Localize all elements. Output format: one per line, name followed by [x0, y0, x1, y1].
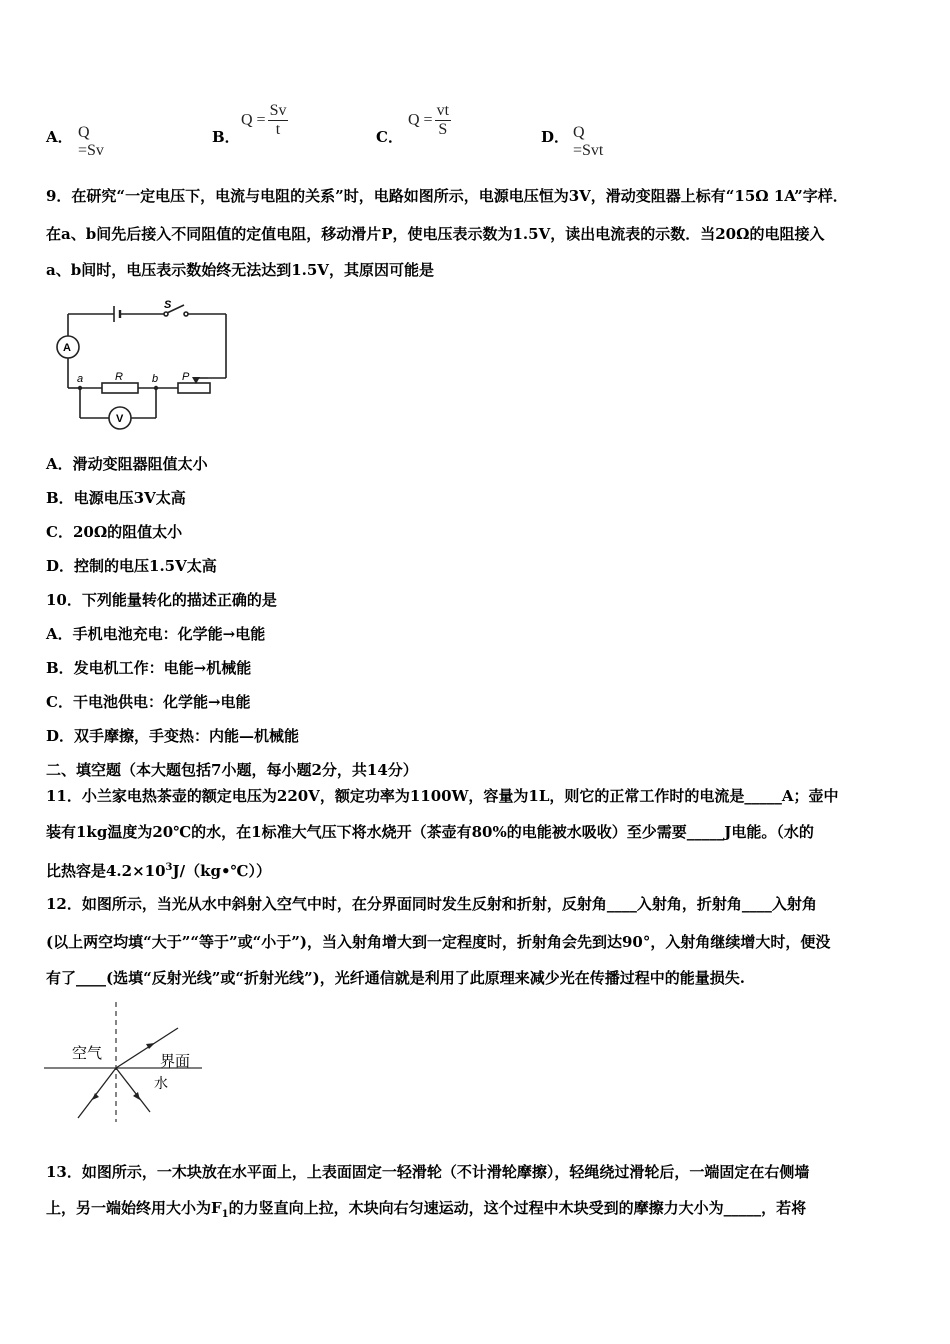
q13-line-1: 13．如图所示，一木块放在水平面上，上表面固定一轻滑轮（不计滑轮摩擦），轻绳绕过滑轮后，一端固定在右侧墙	[46, 1163, 810, 1181]
section-heading: 二、填空题（本大题包括7小题，每小题2分，共14分）	[46, 761, 418, 779]
q9-stem-line-2: 在a、b间先后接入不同阻值的定值电阻，移动滑片P，使电压表示数为1.5V，读出电流表的示数．当20Ω的电阻接入	[46, 225, 825, 243]
q11-line-1: 11．小兰家电热茶壶的额定电压为220V，额定功率为1100W，容量为1L，则它的正常工作时的电流是_____A；壶中	[46, 787, 839, 805]
q9-stem-line-1: 9．在研究“一定电压下，电流与电阻的关系”时，电路如图所示，电源电压恒为3V，滑动变阻器上标有“15Ω 1A”字样．	[46, 187, 848, 205]
q10-option-a: A．手机电池充电：化学能→电能	[46, 625, 266, 643]
q12-line-1: 12．如图所示，当光从水中斜射入空气中时，在分界面同时发生反射和折射，反射角____入射角，折射角____入射角	[46, 895, 817, 913]
q12-line-3: 有了____(选填“反射光线”或“折射光线”)，光纤通信就是利用了此原理来减少光在传播过程中的能量损失.	[46, 969, 745, 987]
point-b-label: b	[152, 373, 159, 385]
q8-option-a: A． Q =Sv	[46, 124, 104, 159]
q8-option-b-formula: Q = $\frac{Sv}{t}$	[241, 102, 287, 138]
q13-line-2: 上，另一端始终用大小为$F_1$的力竖直向上拉，木块向右匀速运动，这个过程中木块受到的摩擦力大小为_____，若将	[46, 1199, 807, 1220]
slider-p-label: P	[182, 371, 190, 383]
voltmeter-label: V	[116, 413, 124, 425]
q9-stem-line-3: a、b间时，电压表示数始终无法达到1.5V，其原因可能是	[46, 261, 434, 279]
q9-option-b: B．电源电压3V太高	[46, 489, 186, 507]
q10-option-c: C．干电池供电：化学能→电能	[46, 693, 251, 711]
q9-option-c: C．20Ω的阻值太小	[46, 523, 183, 541]
q8-option-d: D． Q =Svt	[541, 124, 604, 159]
q11-line-3: 比热容是$4.2\times 10^3J/(kg•℃)$）	[46, 862, 272, 880]
water-label: 水	[154, 1075, 168, 1091]
q8-option-c-formula: Q = $\frac{vt}{S}$	[408, 102, 450, 138]
q11-line-2: 装有1kg温度为20℃的水，在1标准大气压下将水烧开（茶壶有80%的电能被水吸收）至少需要_____J电能。（水的	[46, 823, 814, 841]
q8-option-c: C．	[376, 128, 403, 146]
q10-option-b: B．发电机工作：电能→机械能	[46, 659, 252, 677]
q10-stem: 10．下列能量转化的描述正确的是	[46, 591, 277, 609]
q9-circuit-diagram	[46, 296, 236, 438]
q9-option-d: D．控制的电压1.5V太高	[46, 557, 217, 575]
interface-label: 界面	[160, 1053, 191, 1070]
ammeter-label: A	[63, 342, 71, 354]
switch-label: S	[164, 299, 172, 311]
q12-line-2: (以上两空均填“大于”“等于”或“小于”)，当入射角增大到一定程度时，折射角会先到达90°，入射角继续增大时，便没	[46, 933, 831, 951]
q8-option-b: B．	[212, 128, 240, 146]
air-label: 空气	[72, 1045, 103, 1062]
q10-option-d: D．双手摩擦，手变热：内能—机械能	[46, 727, 300, 745]
q9-option-a: A．滑动变阻器阻值太小	[46, 455, 208, 473]
q12-refraction-diagram	[42, 1000, 212, 1124]
resistor-r-label: R	[115, 371, 123, 383]
point-a-label: a	[77, 373, 84, 385]
